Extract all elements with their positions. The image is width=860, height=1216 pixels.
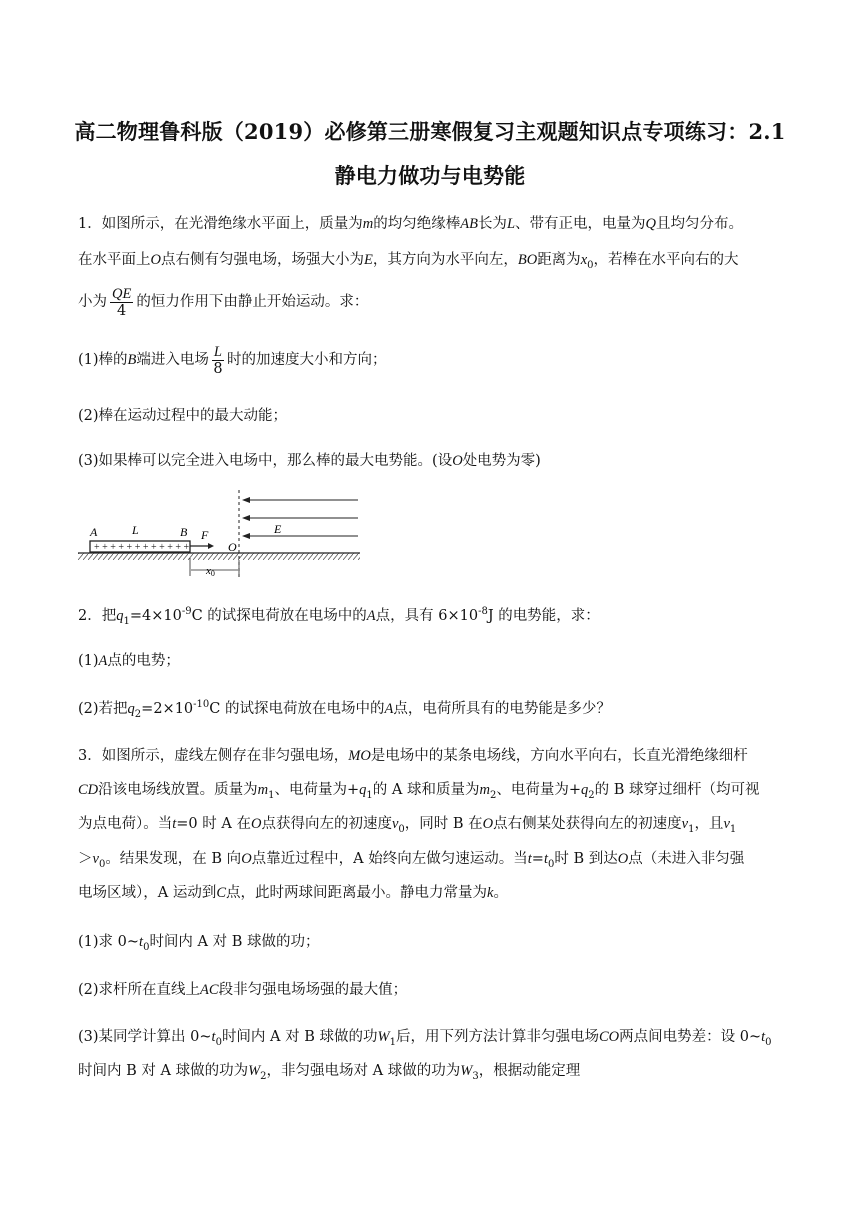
label-O: O [228, 540, 237, 554]
q1-line1: 1．如图所示，在光滑绝缘水平面上，质量为m的均匀绝缘棒AB长为L、带有正电，电量为Q且均匀分布。 [78, 216, 743, 232]
q1-line3: 小为 $\frac{QE}{4}$ 的恒力作用下由静止开始运动。求： [78, 285, 369, 319]
q2-sub1: (1)A点的电势； [78, 653, 180, 669]
fraction-l-over-8: $\frac{L}{8}$ [213, 343, 223, 377]
q2-line1: 2．把$q_1=4\times 10^{-9}C$ 的试探电荷放在电场中的A点，具有 $6\times 10^{-8}J$ 的电势能，求： [78, 606, 600, 627]
q1-line2: 在水平面上O点右侧有匀强电场，场强大小为E，其方向为水平向左，BO距离为$x_0$，若棒在水平向右的大 [78, 252, 739, 271]
q1-sub1: (1)棒的B端进入电场 $\frac{L}{8}$ 时的加速度大小和方向； [78, 343, 387, 377]
q3-sub3: (3)某同学计算出 $0\sim t_0$时间内 A 对 B 球做的功$W_1$后，用下列方法计算非匀强电场CO两点间电势差：设 $0\sim t_0$ [78, 1029, 772, 1048]
doc-title-line2: 静电力做功与电势能 [334, 163, 526, 188]
label-L: L [132, 523, 139, 537]
label-E: E [274, 522, 282, 536]
label-A: A [90, 525, 98, 539]
svg-text:+ + + + + + + + + + + +: + + + + + + + + + + + + [94, 542, 190, 553]
q2-sub2: (2)若把$q_2=2\times 10^{-10}C$ 的试探电荷放在电场中的A点，电荷所具有的电势能是多少？ [78, 699, 611, 720]
q3-line1: 3．如图所示，虚线左侧存在非匀强电场，MO是电场中的某条电场线，方向水平向右，长直光滑绝缘细杆 [78, 748, 748, 764]
doc-title-line1: 高二物理鲁科版（2019）必修第三册寒假复习主观题知识点专项练习：2.1 [74, 119, 786, 144]
q3-line4: $>v_0$。结果发现，在 B 向O点靠近过程中，A 始终向左做匀速运动。当$t=t_0$时 B 到达O点（未进入非匀强 [78, 851, 745, 870]
q3-line7: 时间内 B 对 A 球做的功为$W_2$，非匀强电场对 A 球做的功为$W_3$，根据动能定理 [78, 1063, 581, 1082]
q3-sub1: (1)求 $0\sim t_0$时间内 A 对 B 球做的功； [78, 934, 320, 953]
q1-figure [78, 488, 378, 580]
q1-sub2: (2)棒在运动过程中的最大动能； [78, 408, 288, 424]
q1-sub3: (3)如果棒可以完全进入电场中，那么棒的最大电势能。(设O处电势为零) [78, 453, 541, 469]
fraction-qe-over-4: $\frac{QE}{4}$ [112, 285, 132, 319]
ground-hatch [78, 553, 360, 560]
label-F: F [201, 528, 209, 542]
q3-line2: CD沿该电场线放置。质量为$m_1$、电荷量为$+q_1$的 A 球和质量为$m_2$、电荷量为$+q_2$的 B 球穿过细杆（均可视 [78, 782, 760, 801]
q3-line5: 电场区域），A 运动到C点，此时两球间距离最小。静电力常量为k。 [78, 885, 508, 901]
label-x0: x0 [206, 565, 215, 578]
q3-sub2: (2)求杆所在直线上AC段非匀强电场场强的最大值； [78, 982, 408, 998]
q3-line3: 为点电荷）。当t=0 时 A 在O点获得向左的初速度$v_0$，同时 B 在O点右侧某处获得向左的初速度$v_1$，且$v_1$ [78, 816, 737, 835]
label-B: B [180, 525, 188, 539]
